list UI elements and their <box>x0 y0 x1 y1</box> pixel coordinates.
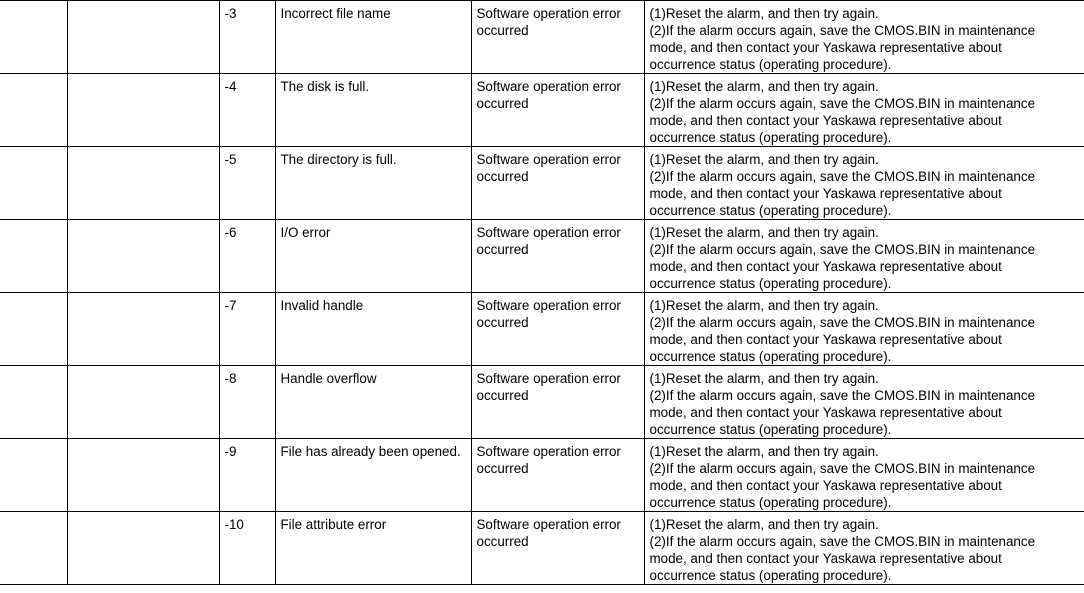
subcode-cell: -8 <box>219 366 275 439</box>
error-name: I/O error <box>280 225 331 240</box>
cause-text: Software operation error occurred <box>476 152 621 184</box>
alarm-message-cell <box>67 439 219 512</box>
remedy-line: (1)Reset the alarm, and then try again. <box>649 298 879 313</box>
subcode-cell: -10 <box>219 512 275 585</box>
remedy-cell <box>644 293 1084 366</box>
error-name: The directory is full. <box>280 152 397 167</box>
remedy-line: occurrence status (operating procedure). <box>649 276 892 291</box>
subcode-cell: -3 <box>219 1 275 74</box>
error-name-cell <box>275 512 471 585</box>
remedy-line: mode, and then contact your Yaskawa representative about <box>649 332 1002 347</box>
remedy-cell <box>644 366 1084 439</box>
cause-cell <box>471 220 644 293</box>
alarm-number-cell <box>0 147 67 220</box>
table-row <box>0 439 1084 512</box>
remedy-line: mode, and then contact your Yaskawa representative about <box>649 40 1002 55</box>
remedy-cell <box>644 74 1084 147</box>
remedy-cell <box>644 439 1084 512</box>
remedy-line: occurrence status (operating procedure). <box>649 130 892 145</box>
table-row <box>0 147 1084 220</box>
alarm-message-cell <box>67 366 219 439</box>
subcode-cell: -5 <box>219 147 275 220</box>
remedy-line: mode, and then contact your Yaskawa representative about <box>649 186 1002 201</box>
remedy-line: (2)If the alarm occurs again, save the CMOS.BIN in maintenance <box>649 315 1036 330</box>
alarm-message-cell <box>67 512 219 585</box>
cause-text: Software operation error occurred <box>476 371 621 403</box>
remedy-line: (1)Reset the alarm, and then try again. <box>649 79 879 94</box>
remedy-line: (1)Reset the alarm, and then try again. <box>649 152 879 167</box>
alarm-message-cell <box>67 74 219 147</box>
remedy-line: (1)Reset the alarm, and then try again. <box>649 371 879 386</box>
remedy-line: occurrence status (operating procedure). <box>649 57 892 72</box>
error-name: File attribute error <box>280 517 387 532</box>
remedy-line: occurrence status (operating procedure). <box>649 422 892 437</box>
subcode-cell: -9 <box>219 439 275 512</box>
remedy-line: (2)If the alarm occurs again, save the CMOS.BIN in maintenance <box>649 242 1036 257</box>
cause-text: Software operation error occurred <box>476 225 621 257</box>
alarm-number-cell <box>0 220 67 293</box>
remedy-line: occurrence status (operating procedure). <box>649 568 892 583</box>
subcode-cell: -6 <box>219 220 275 293</box>
remedy-line: (2)If the alarm occurs again, save the CMOS.BIN in maintenance <box>649 169 1036 184</box>
cause-cell <box>471 439 644 512</box>
cause-cell <box>471 1 644 74</box>
remedy-line: (1)Reset the alarm, and then try again. <box>649 6 879 21</box>
remedy-line: mode, and then contact your Yaskawa representative about <box>649 113 1002 128</box>
error-name-cell <box>275 220 471 293</box>
alarm-message-cell <box>67 147 219 220</box>
table-row <box>0 366 1084 439</box>
remedy-line: (2)If the alarm occurs again, save the CMOS.BIN in maintenance <box>649 534 1036 549</box>
remedy-line: mode, and then contact your Yaskawa representative about <box>649 405 1002 420</box>
error-name: Incorrect file name <box>280 6 391 21</box>
remedy-line: occurrence status (operating procedure). <box>649 203 892 218</box>
remedy-line: (2)If the alarm occurs again, save the CMOS.BIN in maintenance <box>649 388 1036 403</box>
error-name: The disk is full. <box>280 79 370 94</box>
alarm-number-cell <box>0 1 67 74</box>
cause-text: Software operation error occurred <box>476 517 621 549</box>
remedy-cell <box>644 220 1084 293</box>
remedy-cell <box>644 1 1084 74</box>
table-row <box>0 1 1084 74</box>
alarm-number-cell <box>0 293 67 366</box>
remedy-cell <box>644 512 1084 585</box>
remedy-line: occurrence status (operating procedure). <box>649 495 892 510</box>
table-row <box>0 74 1084 147</box>
cause-cell <box>471 74 644 147</box>
table-row <box>0 220 1084 293</box>
table-row <box>0 512 1084 585</box>
alarm-number-cell <box>0 512 67 585</box>
remedy-line: (1)Reset the alarm, and then try again. <box>649 517 879 532</box>
remedy-line: (1)Reset the alarm, and then try again. <box>649 225 879 240</box>
remedy-line: (2)If the alarm occurs again, save the CMOS.BIN in maintenance <box>649 23 1036 38</box>
cause-text: Software operation error occurred <box>476 444 621 476</box>
error-name: Invalid handle <box>280 298 364 313</box>
remedy-line: (2)If the alarm occurs again, save the CMOS.BIN in maintenance <box>649 96 1036 111</box>
remedy-line: (1)Reset the alarm, and then try again. <box>649 444 879 459</box>
error-name-cell <box>275 366 471 439</box>
alarm-number-cell <box>0 74 67 147</box>
error-name-cell <box>275 147 471 220</box>
remedy-line: (2)If the alarm occurs again, save the CMOS.BIN in maintenance <box>649 461 1036 476</box>
error-name: Handle overflow <box>280 371 377 386</box>
error-name-cell <box>275 74 471 147</box>
remedy-line: mode, and then contact your Yaskawa representative about <box>649 478 1002 493</box>
cause-cell <box>471 366 644 439</box>
cause-text: Software operation error occurred <box>476 6 621 38</box>
alarm-message-cell <box>67 1 219 74</box>
remedy-line: mode, and then contact your Yaskawa representative about <box>649 551 1002 566</box>
alarm-message-cell <box>67 293 219 366</box>
cause-text: Software operation error occurred <box>476 298 621 330</box>
remedy-cell <box>644 147 1084 220</box>
subcode-cell: -4 <box>219 74 275 147</box>
error-name: File has already been opened. <box>280 444 461 459</box>
remedy-line: occurrence status (operating procedure). <box>649 349 892 364</box>
table-row <box>0 293 1084 366</box>
alarm-message-cell <box>67 220 219 293</box>
error-name-cell <box>275 1 471 74</box>
error-name-cell <box>275 439 471 512</box>
cause-cell <box>471 293 644 366</box>
error-name-cell <box>275 293 471 366</box>
alarm-table-body <box>0 1 1084 585</box>
alarm-number-cell <box>0 439 67 512</box>
subcode-cell: -7 <box>219 293 275 366</box>
alarm-number-cell <box>0 366 67 439</box>
cause-text: Software operation error occurred <box>476 79 621 111</box>
remedy-line: mode, and then contact your Yaskawa representative about <box>649 259 1002 274</box>
cause-cell <box>471 512 644 585</box>
cause-cell <box>471 147 644 220</box>
